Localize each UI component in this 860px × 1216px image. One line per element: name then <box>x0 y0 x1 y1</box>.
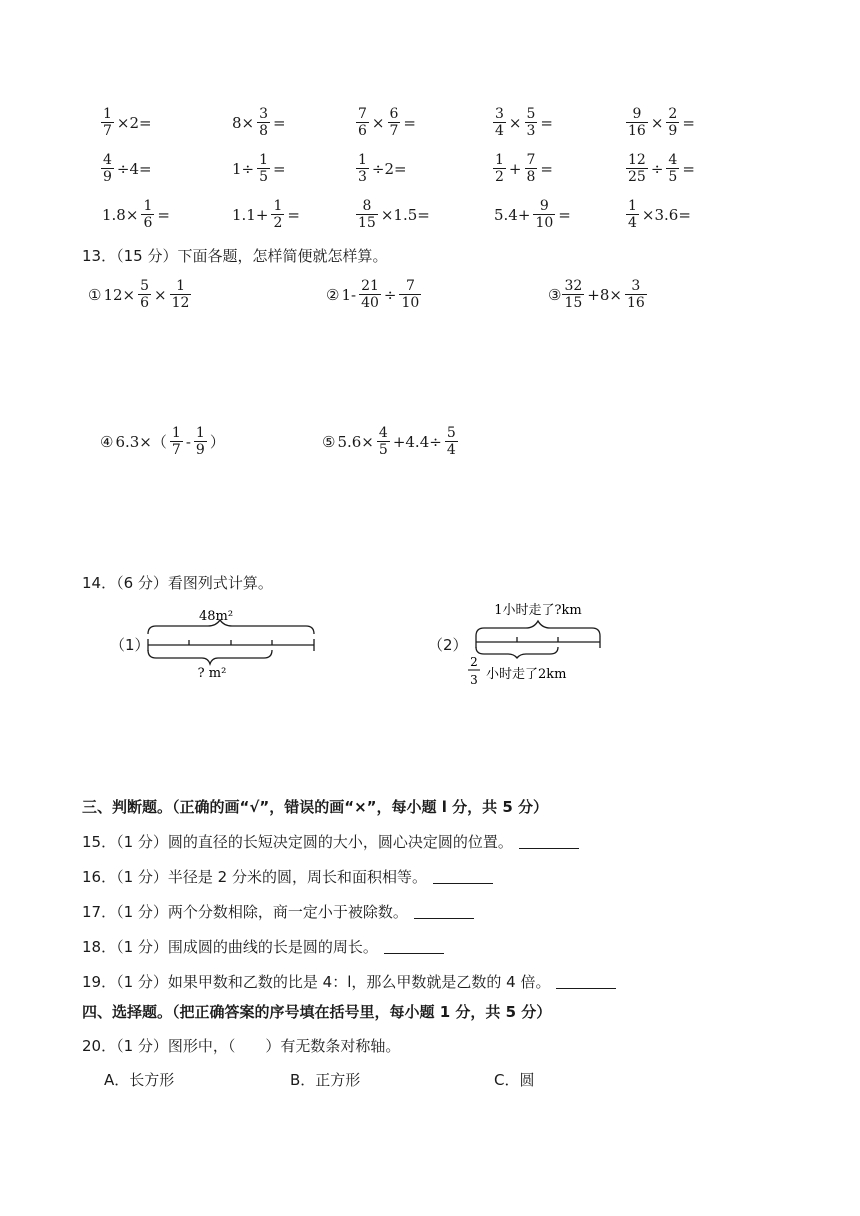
operator: = <box>273 159 286 178</box>
fraction-numerator: 21 <box>361 278 379 294</box>
fraction <box>257 152 270 185</box>
item-label: ⑤ <box>322 432 336 451</box>
fraction-denominator: 6 <box>143 215 153 231</box>
fraction <box>626 106 648 139</box>
fig2-top-label: 1小时走了?km <box>494 603 582 618</box>
operator: × <box>650 113 664 132</box>
q13-title: 13．（15 分）下面各题，怎样简便就怎样算。 <box>82 247 388 265</box>
fraction-numerator: 3 <box>495 106 504 122</box>
operator: 5.4+ <box>494 205 531 224</box>
fraction-denominator: 8 <box>526 169 536 185</box>
fraction-denominator: 16 <box>628 123 646 139</box>
calc-item <box>100 106 154 139</box>
operator: 6.3×（ <box>115 433 167 451</box>
fig2-bottom-brace <box>476 647 558 658</box>
fraction-denominator: 9 <box>195 442 205 458</box>
operator: ÷ <box>383 285 397 304</box>
q20-text: 20．（1 分）图形中，（ ）有无数条对称轴。 <box>82 1037 401 1055</box>
item-label: ④ <box>100 432 114 451</box>
fraction-denominator: 4 <box>446 442 456 458</box>
fraction <box>359 278 381 311</box>
fraction <box>356 152 369 185</box>
operator: = <box>157 205 170 224</box>
judgment-text: 17．（1 分）两个分数相除，商一定小于被除数。 <box>82 903 408 921</box>
fraction-numerator: 7 <box>526 152 536 168</box>
q14-fig1-diagram <box>142 600 322 680</box>
fraction <box>356 106 369 139</box>
fraction-denominator: 2 <box>495 169 504 185</box>
judgment-item <box>82 936 444 957</box>
operator: ×3.6= <box>641 205 691 224</box>
operator: 1- <box>341 285 357 304</box>
fraction-denominator: 8 <box>259 123 269 139</box>
operator: × <box>508 113 522 132</box>
judgment-text: 15．（1 分）圆的直径的长短决定圆的大小，圆心决定圆的位置。 <box>82 833 513 851</box>
fraction <box>533 198 555 231</box>
fraction <box>356 198 378 231</box>
fraction-denominator: 2 <box>273 215 283 231</box>
q14-fig2-label: （2） <box>428 636 468 654</box>
fig2-top-brace <box>476 621 600 636</box>
fraction <box>138 278 151 311</box>
item-label: ① <box>88 285 102 304</box>
fraction-numerator: 6 <box>389 106 399 122</box>
operator: ÷ <box>650 159 664 178</box>
judgment-item <box>82 831 579 852</box>
operator: = <box>558 205 571 224</box>
q13-item <box>326 278 422 311</box>
calc-item <box>355 198 432 231</box>
fraction <box>445 425 458 458</box>
fraction-numerator: 1 <box>495 152 504 168</box>
q13-item <box>322 425 459 458</box>
fraction-denominator: 3 <box>358 169 367 185</box>
fraction-denominator: 6 <box>358 123 367 139</box>
fraction-numerator: 1 <box>195 425 205 441</box>
fraction-denominator: 3 <box>526 123 536 139</box>
q20-option-c: C．圆 <box>494 1071 535 1089</box>
calc-item <box>625 152 697 185</box>
fraction-numerator: 7 <box>405 278 415 294</box>
operator: 1.1+ <box>232 205 269 224</box>
calc-item <box>492 106 555 139</box>
operator: 5.6× <box>337 432 374 451</box>
fig1-top-label: 48m² <box>198 609 234 624</box>
operator: - <box>185 432 191 451</box>
fraction <box>493 152 506 185</box>
section3-heading: 三、判断题。（正确的画“√”，错误的画“×”，每小题 l 分，共 5 分） <box>82 798 548 816</box>
item-label: ② <box>326 285 340 304</box>
calc-item <box>355 106 418 139</box>
fraction <box>141 198 154 231</box>
fraction-numerator: 7 <box>358 106 367 122</box>
operator: +4.4÷ <box>392 432 442 451</box>
fraction-denominator: 40 <box>361 295 379 311</box>
fraction <box>666 106 679 139</box>
fraction <box>170 278 192 311</box>
judgment-item <box>82 866 493 887</box>
fraction-numerator: 32 <box>564 278 583 294</box>
calc-item <box>625 198 693 231</box>
operator: = <box>682 113 695 132</box>
fraction-numerator: 1 <box>628 198 637 214</box>
fraction-denominator: 9 <box>103 169 112 185</box>
judgment-item <box>82 971 616 992</box>
q14-fig2-diagram <box>464 596 609 692</box>
q13-item <box>88 278 192 311</box>
fraction-denominator: 10 <box>401 295 420 311</box>
item-label: ③ <box>548 285 562 304</box>
fraction-denominator: 15 <box>358 215 376 231</box>
fraction <box>625 278 647 311</box>
fraction-numerator: 1 <box>143 198 153 214</box>
fraction <box>626 198 639 231</box>
q14-fig1-label: （1） <box>110 636 150 654</box>
calc-item <box>625 106 697 139</box>
fig1-bottom-brace <box>148 650 272 664</box>
q20-option-a: A．长方形 <box>104 1071 175 1089</box>
answer-blank[interactable] <box>414 918 474 919</box>
calc-item <box>230 106 288 139</box>
operator: ÷2= <box>371 159 407 178</box>
operator: = <box>682 159 695 178</box>
operator: = <box>287 205 300 224</box>
operator: = <box>403 113 416 132</box>
fraction <box>399 278 421 311</box>
answer-blank[interactable] <box>556 988 616 989</box>
fraction-denominator: 9 <box>668 123 678 139</box>
operator: + <box>508 159 522 178</box>
calc-item <box>100 152 154 185</box>
q13-item <box>100 425 227 458</box>
fraction-numerator: 9 <box>632 106 642 122</box>
judgment-text: 19．（1 分）如果甲数和乙数的比是 4：l，那么甲数就是乙数的 4 倍。 <box>82 973 551 991</box>
fraction-numerator: 3 <box>631 278 641 294</box>
fraction <box>493 106 506 139</box>
fig2-frac-den: 3 <box>470 673 478 687</box>
fraction-denominator: 12 <box>171 295 190 311</box>
answer-blank[interactable] <box>433 883 493 884</box>
fraction-numerator: 12 <box>628 152 646 168</box>
fraction-denominator: 5 <box>668 169 678 185</box>
fraction <box>271 198 284 231</box>
fraction-numerator: 1 <box>358 152 367 168</box>
calc-item <box>100 198 172 231</box>
fraction-numerator: 1 <box>259 152 269 168</box>
fraction-numerator: 9 <box>539 198 549 214</box>
judgment-text: 18．（1 分）围成圆的曲线的长是圆的周长。 <box>82 938 378 956</box>
calc-item <box>230 198 302 231</box>
q20-option-b: B．正方形 <box>290 1071 361 1089</box>
fraction-numerator: 5 <box>140 278 150 294</box>
fraction <box>101 152 114 185</box>
fraction <box>666 152 679 185</box>
fraction-denominator: 7 <box>171 442 181 458</box>
fraction <box>388 106 401 139</box>
fig2-frac-num: 2 <box>470 655 478 669</box>
fraction-numerator: 5 <box>446 425 456 441</box>
answer-blank[interactable] <box>519 848 579 849</box>
fraction-denominator: 4 <box>495 123 504 139</box>
judgment-item <box>82 901 474 922</box>
fraction-denominator: 25 <box>628 169 646 185</box>
fraction-numerator: 1 <box>103 106 112 122</box>
fraction-numerator: 4 <box>378 425 388 441</box>
fraction-numerator: 5 <box>526 106 536 122</box>
fraction <box>525 106 538 139</box>
operator: ） <box>209 433 225 451</box>
fraction-numerator: 1 <box>176 278 185 294</box>
q14-title: 14．（6 分）看图列式计算。 <box>82 574 273 592</box>
operator: = <box>273 113 286 132</box>
q13-item <box>548 278 648 311</box>
fraction-numerator: 8 <box>362 198 372 214</box>
operator: 8× <box>232 113 255 132</box>
calc-item <box>492 152 555 185</box>
operator: 1.8× <box>102 205 139 224</box>
fraction-numerator: 4 <box>103 152 112 168</box>
fraction-numerator: 1 <box>171 425 181 441</box>
operator: × <box>371 113 385 132</box>
fraction-numerator: 3 <box>259 106 269 122</box>
operator: ÷4= <box>116 159 152 178</box>
calc-item <box>492 198 573 231</box>
fraction <box>170 425 183 458</box>
calc-item <box>230 152 288 185</box>
fraction-denominator: 6 <box>140 295 150 311</box>
fraction-denominator: 10 <box>535 215 554 231</box>
fraction-denominator: 7 <box>389 123 399 139</box>
operator: ×1.5= <box>380 205 430 224</box>
fraction <box>101 106 114 139</box>
operator: = <box>540 113 553 132</box>
fraction-numerator: 1 <box>273 198 283 214</box>
fraction-numerator: 4 <box>668 152 678 168</box>
operator: = <box>540 159 553 178</box>
fraction <box>194 425 207 458</box>
fraction <box>257 106 270 139</box>
answer-blank[interactable] <box>384 953 444 954</box>
operator: × <box>154 285 167 304</box>
fraction-denominator: 5 <box>378 442 388 458</box>
operator: +8× <box>587 285 622 304</box>
fraction-denominator: 4 <box>628 215 637 231</box>
section4-heading: 四、选择题。（把正确答案的序号填在括号里，每小题 1 分，共 5 分） <box>82 1003 552 1021</box>
fraction-numerator: 2 <box>668 106 678 122</box>
operator: 12× <box>103 285 136 304</box>
fraction-denominator: 7 <box>103 123 112 139</box>
fraction <box>377 425 390 458</box>
fraction <box>626 152 648 185</box>
judgment-text: 16．（1 分）半径是 2 分米的圆，周长和面积相等。 <box>82 868 427 886</box>
fig2-bottom-label: 小时走了2km <box>486 667 567 682</box>
fraction-denominator: 5 <box>259 169 269 185</box>
fig1-bottom-label: ? m² <box>197 666 227 680</box>
fraction <box>525 152 538 185</box>
fraction-denominator: 15 <box>564 295 583 311</box>
calc-item <box>355 152 409 185</box>
operator: ×2= <box>116 113 152 132</box>
fraction <box>562 278 584 311</box>
operator: 1÷ <box>232 159 255 178</box>
fraction-denominator: 16 <box>626 295 645 311</box>
